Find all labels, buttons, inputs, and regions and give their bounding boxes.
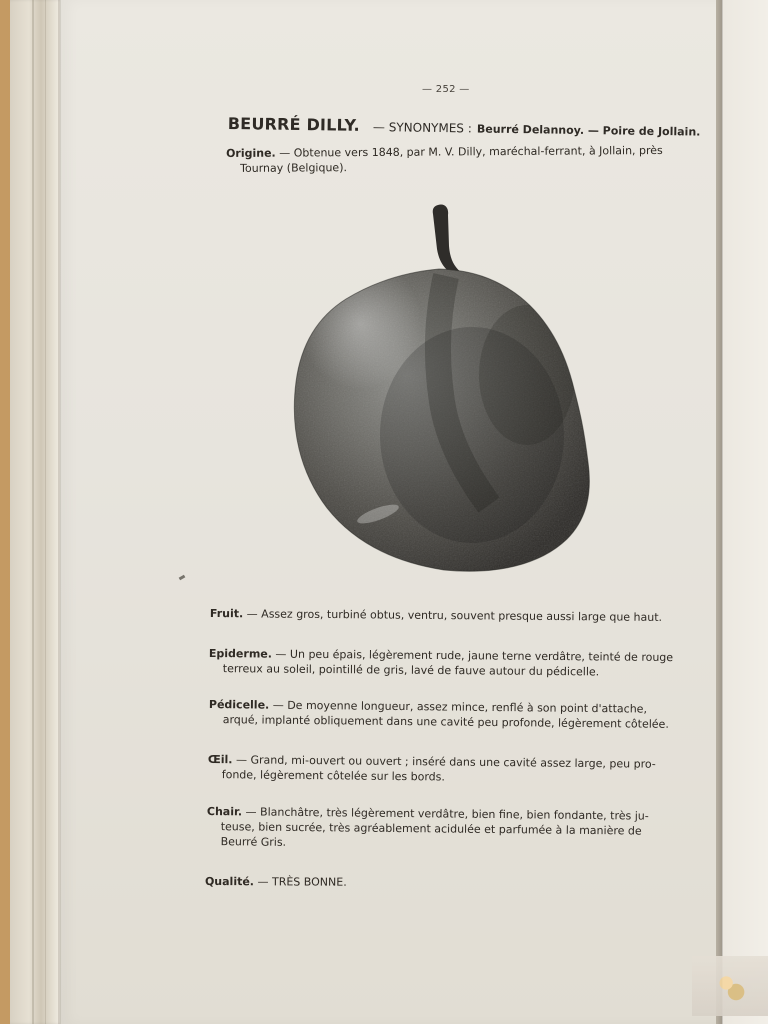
pedicelle-line-1: — De moyenne longueur, assez mince, renflé à son point d'attache,: [272, 698, 648, 716]
pear-illustration: [292, 200, 592, 576]
pear-icon: [292, 200, 592, 576]
pedicelle-line-2: arqué, implanté obliquement dans une cavité peu profonde, légèrement côtelée.: [222, 713, 669, 731]
page-edge-line: [32, 0, 34, 1024]
chair-line-2: teuse, bien sucrée, très agréablement acidulée et parfumée à la manière de: [220, 820, 642, 838]
corner-photo-thumbnail: [692, 956, 768, 1016]
epiderme-label: Epiderme.: [208, 646, 273, 661]
qualite-paragraph: [205, 874, 347, 890]
chair-line-1: — Blanchâtre, très légèrement verdâtre, bien fine, bien fondante, très ju-: [245, 805, 649, 823]
oeil-line-2: fonde, légèrement côtelée sur les bords.: [221, 768, 446, 784]
origin-line-1: — Obtenue vers 1848, par M. V. Dilly, maréchal-ferrant, à Jollain, près: [279, 143, 663, 160]
facing-page-edge: [722, 0, 768, 1024]
origin-paragraph: [226, 143, 663, 176]
entry-title: BEURRÉ DILLY.: [227, 114, 361, 135]
qualite-label: Qualité.: [204, 875, 255, 889]
chair-paragraph: [207, 804, 649, 854]
epiderme-paragraph: [209, 646, 673, 680]
qualite-text: — TRÈS BONNE.: [257, 875, 347, 889]
oeil-paragraph: [208, 752, 656, 787]
chair-line-3: Beurré Gris.: [220, 835, 287, 849]
synonyms-prefix: — SYNONYMES :: [372, 120, 472, 136]
fruit-text: — Assez gros, turbiné obtus, ventru, souvent presque aussi large que haut.: [246, 607, 663, 624]
origin-label: Origine.: [226, 146, 276, 160]
oeil-label: Œil.: [207, 752, 233, 767]
chair-label: Chair.: [206, 804, 243, 819]
pedicelle-paragraph: [209, 697, 669, 732]
origin-line-2: Tournay (Belgique).: [240, 161, 348, 175]
fruit-label: Fruit.: [209, 606, 244, 621]
page-number: — 252 —: [422, 84, 470, 95]
epiderme-line-2: terreux au soleil, pointillé de gris, lavé de fauve autour du pédicelle.: [222, 662, 600, 679]
epiderme-line-1: — Un peu épais, légèrement rude, jaune terne verdâtre, teinté de rouge: [275, 647, 674, 665]
oeil-line-1: — Grand, mi-ouvert ou ouvert ; inséré dans une cavité assez large, peu pro-: [235, 753, 656, 771]
pedicelle-label: Pédicelle.: [208, 697, 270, 712]
synonyms-names: Beurré Delannoy. — Poire de Jollain.: [476, 122, 701, 139]
page-edge-line: [45, 0, 46, 1024]
